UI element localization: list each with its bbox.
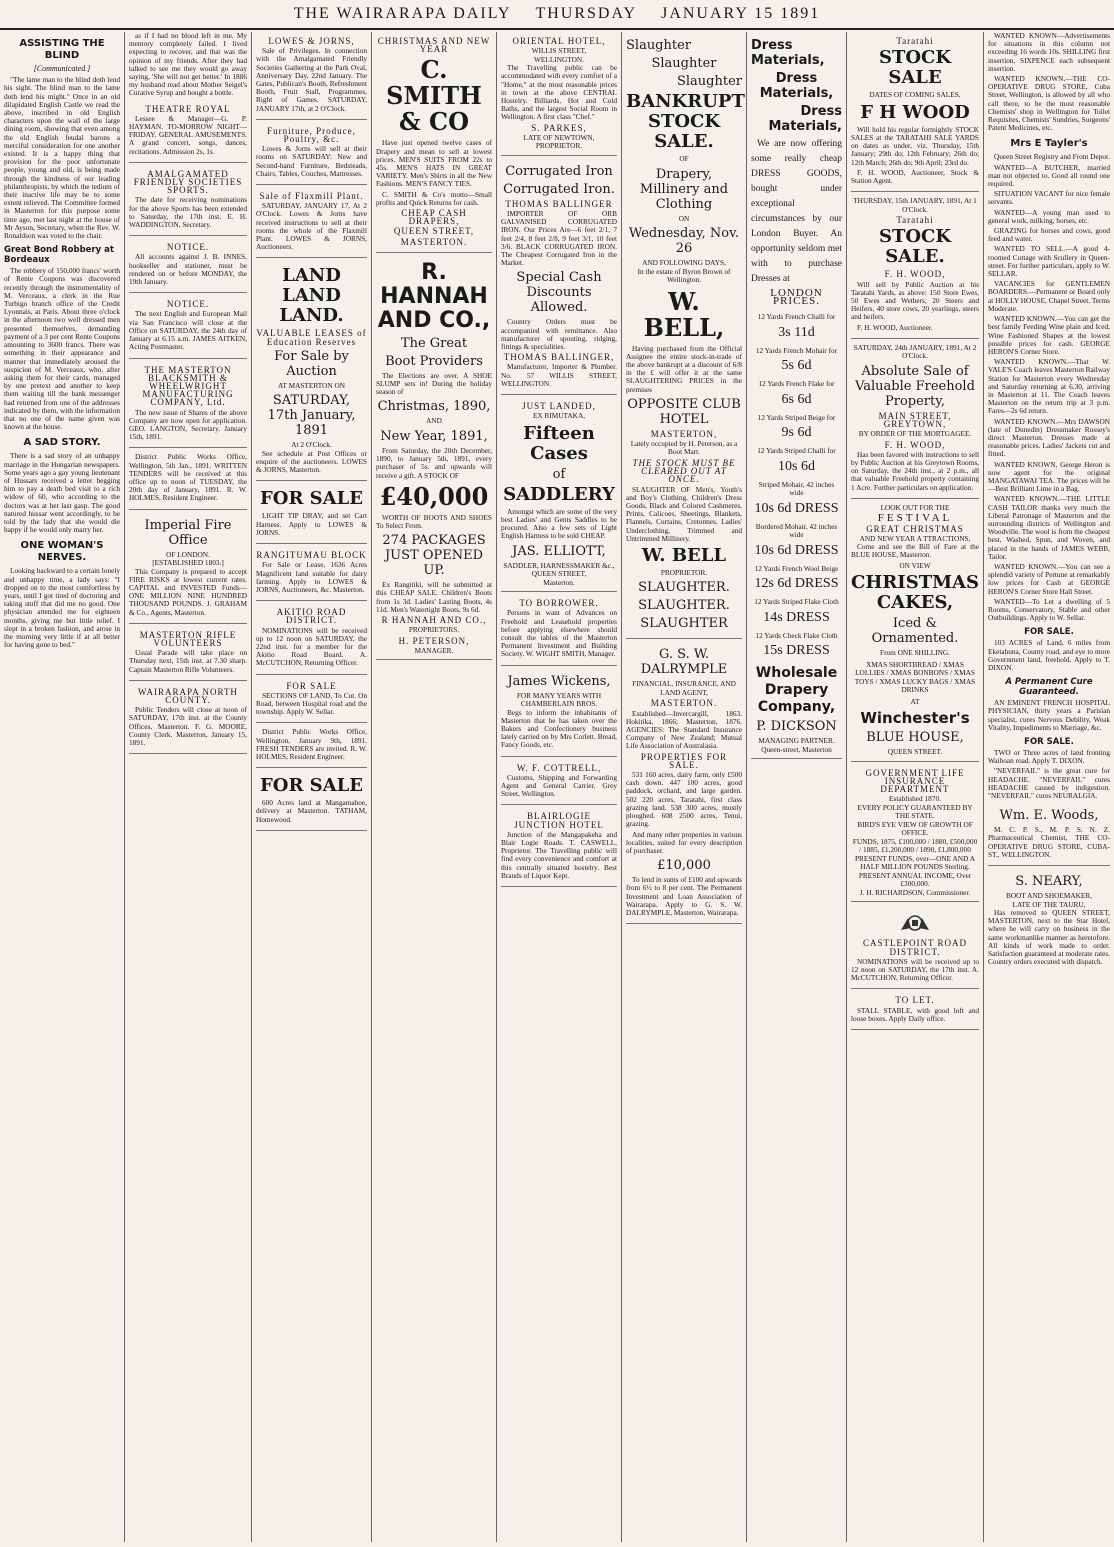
ad-subtitle: OF LONDON. (166, 549, 210, 559)
ad-body: District Public Works Office, Wellington, January 9th, 1891. FRESH TENDERS are invited. R. W. HOLMES, Resident Engineer. (256, 727, 367, 761)
ad-public-works (129, 450, 247, 509)
ad-title-2: SADDLERY (503, 483, 615, 505)
ad-body: NOMINATIONS will be received up to 12 noon on SATURDAY, the 17th inst. A. McCUTCHON, Returning Officer. (851, 956, 979, 983)
ad-discount: Special Cash Discounts Allowed. (516, 270, 602, 316)
column-6 (622, 32, 747, 1542)
ad-imperial-fire (129, 512, 247, 624)
ad-from: From ONE SHILLING. (880, 648, 950, 658)
ad-manager-role: MANAGER. (414, 645, 454, 655)
ad-wm-woods (988, 802, 1110, 866)
ad-at: AT (910, 696, 920, 706)
ad-title: WAIRARAPA NORTH COUNTY. (138, 686, 238, 705)
headline-womans-nerves: ONE WOMAN'S NERVES. (20, 540, 104, 564)
ad-sections-of-land (256, 677, 367, 724)
ad-firm: Winchester's (860, 709, 970, 728)
ad-street: QUEEN STREET. (887, 747, 943, 757)
price-item-label: Striped Mohair, 42 inches wide (758, 479, 835, 498)
ad-saddlery (501, 397, 617, 592)
ad-body-2: From Saturday, the 20th December, 1890, to January 5th, 1891, every purchaser of 5s. and upwards will receive a gift. A STOCK OF (376, 445, 492, 480)
ad-subtitle: DATES OF COMING SALES, (869, 90, 961, 100)
ad-list: XMAS SHORTBREAD / XMAS LOLLIES / XMAS BONBONS / XMAS TOYS / XMAS LUCKY BAGS / XMAS DRINKS (854, 659, 976, 695)
classified-ad: "NEVERFAIL" is the great cure for HEADACHE. "NEVERFAIL" cures HEADACHE caused by indigestion. "NEVERFAIL" cures NEURALGIA. (988, 766, 1110, 801)
ad-body: For Sale or Lease, 1636 Acres Magnificent land suitable for dairy farming. Apply to LOWES & JORNS, Auctioneers, &c. Masterton. (256, 560, 367, 594)
ad-taratahi-sale (851, 194, 979, 339)
classified-title: FOR SALE. (1024, 737, 1074, 748)
ad-body-4: Ex Rangitiki, will be submitted at this CHEAP SALE. Children's Boots from 1s 3d. Ladies' Lasting Boots, 4s 11d. Men's Watertight Boots, 9s 6d. (376, 580, 492, 614)
price-item-label: 12 Yards Striped Challi for (757, 446, 836, 456)
ad-on: ON (678, 213, 690, 223)
ad-proprietor: S. PARKES, (531, 122, 587, 133)
price-item-value: 10s 6d (778, 458, 815, 474)
price-item-value: 9s 6d (781, 425, 812, 441)
ad-friendly-societies (129, 165, 247, 236)
ad-clearance: THE STOCK MUST BE CLEARED OUT AT ONCE. (632, 457, 736, 485)
ad-signature: F. H. WOOD, Auctioneer, Stock & Station Agent. (851, 167, 979, 185)
ad-title: C. SMITH & CO (386, 55, 482, 137)
ad-proprietor-note: LATE OF NEWTOWN, (523, 132, 595, 142)
column-3 (252, 32, 372, 1542)
price-item-value: 10s 6d DRESS (754, 542, 839, 558)
ad-guarantee: EVERY POLICY GUARANTEED BY THE STATE. (857, 802, 973, 821)
ad-commissioner: J. H. RICHARDSON, Commissioner. (859, 887, 971, 897)
ad-rifle-volunteers (129, 626, 247, 681)
article-bond-robbery: The robbery of 150,000 francs' worth of Rente Coupons was discovered recently through the instrumentality of M. Verceaux, a clerk in the Rue Turbigo branch office of the Credit Lyonnais, at Paris. About three o'clock in the afternoon two well dressed men presented themselves, demanding payment of a 3 per cent Rente Coupons amounting to 3600 francs. There was something in their appearance and manner that immediately aroused the suspicion of M. Verceaux, who, after asking them for their cards, managed by one pretext and another to keep them waiting till the bank messenger had returned from one of the addresses indicated by them, with the information that no one of the name given was known at the house. (4, 266, 120, 432)
ad-body: Has removed to QUEEN STREET, MASTERTON, next to the Star Hotel, where he will carry on business in the same workmanlike manner as heretofore. All kinds of work made to order. Satisfaction guaranteed at moderate rates. Country orders executed with dispatch. (988, 908, 1110, 967)
ad-firm: CHEAP CASH DRAPERS, (401, 208, 467, 227)
ad-title: FOR SALE (259, 775, 364, 797)
ad-cottrell (501, 759, 617, 806)
price-item-label: Bordered Mohair, 42 inches wide (755, 521, 838, 540)
ad-title: THE MASTERTON BLACKSMITH & WHEELWRIGHT MANUFACTURING COMPANY, Ltd. (142, 364, 234, 408)
ad-london-prices: LONDON PRICES. (770, 287, 823, 308)
ad-title: G. S. W. DALRYMPLE (640, 647, 728, 678)
ad-title: STOCK SALE (878, 47, 952, 89)
price-item-label: 12 Yards French Flake for (758, 379, 835, 389)
ad-at-line: AT MASTERTON ON (278, 380, 345, 390)
classified-ad: AN EMINENT FRENCH HOSPITAL PHYSICIAN, thirty years a Parisian specialist, cures Nervous Debility, Weak Vitality, Impediments to Marriage, &c. (988, 698, 1110, 732)
ad-attractions: AND NEW YEAR A TTRACTIONS, (859, 533, 971, 543)
ad-and: AND (426, 416, 442, 426)
classified-title: FOR SALE. (1024, 627, 1074, 638)
ad-festival: FESTIVAL (877, 512, 953, 525)
classified-ad: WANTED KNOWN.—You can get the best family Feeding Wine plain and Iced, Wine Fashioned Shapes at the lowest possible prices for cash. GEORGE HERON'S Corner Store. (988, 314, 1110, 356)
ad-town: MASTERTON. (400, 236, 468, 247)
headline-bond-robbery: Great Bond Robbery at Bordeaux (4, 245, 114, 266)
ad-subtitle: VALUABLE LEASES of Education Reserves (256, 328, 367, 347)
ad-body: Amongst which are some of the very best Ladies' and Gents Saddles to be procured. Also a few sets of Light English Harness to be sold CHEAP. (501, 506, 617, 541)
ad-body: Lowes & Jorns will sell at their rooms on SATURDAY: New and Second-hand Furniture, Bedsteads, Chairs, Tables, Couches, Mattresses. (256, 144, 367, 178)
ad-proprietor-role: PROPRIETOR. (535, 141, 583, 151)
article-assisting-blind: "The lame man to the blind doth lend his sight. The blind man to the lame doth lend his might." Once in an old dilapidated English Castle we read the above, inscribed in old English characters upon the wall of the large dining room, showing that even among the old English feudal barons a merciful consideration for one another existed. It is a happy thing that provision for the poor unfortunate people, young and old, is being made through the kindness of our leading philanthropists, by which the tedium of their inactive life may be to some extent relieved. The Committee formed in Masterton for this purpose some time ago, met last night at the house of Mr Ayson, Secretary, when the Rev. W. Ronaldson was voted to the chair. (4, 75, 120, 241)
masthead-title: THE WAIRARAPA DAILY (293, 5, 512, 22)
ad-lately: Lately occupied by H. Peterson, as a Boot Mart. (630, 438, 738, 457)
ad-dalrymple (626, 641, 742, 924)
price-item-label: 12 Yards French Mohair for (755, 345, 838, 355)
ad-body-2: 531 160 acres, dairy farm, only £500 cash down. 447 100 acres, good paddock, orchard, and large garden. 502 220 acres, Taratahi, first class grazing land. 538 300 acres, mostly ploughed. 608 2500 acres, Tenui, grazing. (626, 770, 742, 829)
ad-title: Sale of Flaxmill Plant. (259, 191, 364, 202)
column-9 (984, 32, 1114, 1542)
ad-iced: Iced & Ornamented. (871, 616, 959, 647)
ad-properties: PROPERTIES FOR SALE. (640, 751, 728, 770)
ad-manager: H. PETERSON, (398, 635, 470, 646)
ad-body: STALL STABLE, with good loft and loose boxes. Apply Daily office. (851, 1005, 979, 1023)
ad-body: M. C. P. S., M. P. S. N. Z. Pharmaceutical Chemist, THE CO-OPERATIVE DRUG STORE, CUBA-ST., WELLINGTON. (988, 825, 1110, 859)
ad-land-sale (256, 260, 367, 481)
classified-ad: WANTED—A BUTCHER, married man not objected to. Good all round one required. (988, 162, 1110, 189)
ad-furniture-produce (256, 122, 367, 185)
ad-slaughter-4: SLAUGHTER. (638, 580, 730, 596)
ad-slaughter-6: SLAUGHTER (640, 616, 728, 632)
ad-title: R. HANNAH AND CO., (377, 259, 491, 333)
article-womans-nerves: Looking backward to a certain lonely and unhappy time, a lady says: "I dropped on to the most comfortless by years, until I got tired of doctoring and taking stuff that did me no good. One physician attended me for eighteen months, giving me but little relief. I slept in a broken fashion, and arose in the morning very little if at all better for having gone to bed." (4, 566, 120, 650)
classified-ad: TWO or Three acres of land fronting Waihoan road. Apply T. DIXON. (988, 748, 1110, 766)
ad-to-borrower (501, 594, 617, 665)
classified-ad: WANTED KNOWN, George Heron is now agent for the original MANGATAWAI TEA. The prices will be—Best Brilliant Lime in a Bag. (988, 459, 1110, 494)
classified-ad: WANTED KNOWN.—Mrs DAWSON (late of Dunedin) Dressmaker Rossey's direct Masterton. Dresses made at reasonable prices. Ladies' Jackets cut and fitted. (988, 416, 1110, 459)
ad-auctioneer: F. H. WOOD, (884, 269, 946, 280)
ad-body: Persons in want of Advances on Freehold and Leasehold properties before applying elsewhere should consult the tables of the Masterton Permanent Investment and Building Society. W. WIGHT SMITH, Manager. (501, 608, 617, 659)
ad-r-hannah (376, 255, 492, 661)
ad-signature: F. H. WOOD, Auctioneer. (857, 322, 933, 332)
ad-location: MAIN STREET, GREYTOWN, (878, 410, 952, 429)
price-item-value: 6s 6d (781, 391, 812, 407)
ad-town: Masterton. (543, 577, 575, 587)
ad-title: THEATRE ROYAL (145, 103, 231, 114)
ad-title: TO LET. (895, 995, 935, 1006)
ad-s-neary (988, 868, 1110, 972)
ad-bankrupt-stock (626, 32, 745, 639)
ad-street: QUEEN STREET, (531, 569, 587, 579)
classified-ad: WANTED TO SELL.—A good 4-roomed Cottage with Scullery in Queen-street. For further particulars, apply to W. SELLAR. (988, 244, 1110, 279)
ad-notice-innes (129, 238, 247, 293)
ad-slaughter-1: Slaughter (626, 38, 692, 53)
ad-c-smith (376, 32, 492, 253)
classified-title: Mrs E Tayler's (1010, 138, 1088, 150)
column-5 (497, 32, 622, 1542)
ad-body: SATURDAY, JANUARY 17, At 2 O'Clock. Lowes & Jorns have received instructions to sell at their rooms the whole of the Flaxmill Plant. LOWES & JORNS, Auctioneers. (256, 201, 367, 252)
ad-title: Imperial Fire Office (144, 517, 232, 548)
crest-icon (898, 910, 932, 936)
article-continuation: as if I had no blood left in me. My memory completely failed. I lived expecting to recover, and that was the opinion of my friends. After they had talked to see me they would go away saying, 'She will not get better.' In 1886 my husband read about Mother Seigel's Curative Syrup and bought a bottle. (129, 32, 247, 98)
ad-growth: BIRD'S EYE VIEW OF GROWTH OF OFFICE. (857, 819, 973, 838)
ad-winchester-festival (851, 501, 979, 762)
ad-of: of (552, 466, 566, 482)
price-item-label: 12 Yards Check Flake Cloth (755, 630, 838, 640)
column-8 (847, 32, 984, 1542)
price-item-value: 5s 6d (781, 358, 812, 374)
ad-taratahi-dates (851, 32, 979, 192)
classified-ad: WANTED—A young man used to general work, milking, horses, etc. (988, 207, 1110, 225)
ad-annual: PRESENT ANNUAL INCOME, Over £300,000. (858, 870, 972, 889)
column-1 (0, 32, 125, 1542)
ad-slaughter-5: SLAUGHTER. (638, 598, 730, 614)
ad-title: S. NEARY, (1015, 874, 1083, 890)
communicated-note: [Communicated.] (33, 64, 91, 73)
ad-firm: THOMAS BALLINGER (505, 198, 613, 209)
ad-established: Established 1870. (889, 794, 941, 804)
ad-auctioneer: F H WOOD (860, 101, 970, 123)
ad-title: Absolute Sale of Valuable Freehold Property, (855, 363, 975, 409)
ad-title: NOTICE. (166, 299, 210, 310)
ad-akitio (256, 603, 367, 674)
ad-firm: W. BELL, (643, 286, 725, 342)
ad-body: Will sell by Public Auction at his Taratahi Yards, as above: 150 Store Ewes, 50 Ewes and Wethers, 20 Steers and Heifers, 40 store cows, 20 yearlings, steers and heifers. (851, 279, 979, 322)
ad-body: The new issue of Shares of the above Company are now open for application. GEO. LANGTON, Secretary. January 15th, 1891. (129, 407, 247, 442)
ad-body: Established—Invercargill, 1863. Hokitika, 1866; Masterton, 1876. AGENCIES: The Standard Insurance Company of New Zealand; Mutual Life Association of Australasia. (626, 708, 742, 751)
price-item-label: 12 Yards Striped Beige for (757, 412, 836, 422)
ad-body: Lessee & Manager—G. P. HAYMAN. TO-MORROW NIGHT—FRIDAY. GENERAL AMUSEMENTS. A grand concert, songs, dances, recitations. Admission 2s, 1s. (129, 113, 247, 156)
classified-ad: Queen Street Registry and Front Depot. (994, 152, 1110, 162)
ad-body: Usual Parade will take place on Thursday next, 15th inst. at 7.30 sharp. Captain Masterton Rifle Volunteers. (129, 648, 247, 674)
ad-funds: FUNDS, 1875, £100,000 / 1880, £500,000 / 1885, £1,200,000 / 1890, £1,800,000 (852, 836, 978, 855)
ad-estate: In the estate of Byron Brown of Wellington. (637, 266, 731, 284)
ad-dress-materials (751, 32, 842, 759)
ad-title: GOVERNMENT LIFE INSURANCE DEPARTMENT (865, 767, 965, 795)
ad-blairlogie (501, 807, 617, 887)
ad-body: Come and see the Bill of Fare at the BLUE HOUSE, Masterton. (851, 542, 979, 560)
ad-body: District Public Works Office, Wellington, 5th Jan., 1891. WRITTEN TENDERS will be received at this office up to noon of TUESDAY, the 20th day of January, 1891. R. W. HOLMES, Resident Engineer. (129, 452, 247, 503)
ad-kicker: LOOK OUT FOR THE (880, 502, 950, 512)
ad-title: FOR SALE (286, 680, 337, 691)
ad-trade: SADDLER, HARNESSMAKER &c., (503, 560, 615, 570)
price-item-value: 12s 6d DRESS (754, 576, 839, 592)
ad-body: All accounts against J. B. INNES, bookseller and stationer, must be rendered on or before MONDAY, the 19th January. (129, 252, 247, 287)
ad-title: BLAIRLOGIE JUNCTION HOTEL (514, 811, 604, 830)
ad-title: W. F. COTTRELL, (516, 762, 602, 773)
ad-title: RANGITUMAU BLOCK (256, 550, 367, 561)
classified-ad: GRAZING for horses and cows, good feed and water. (988, 226, 1110, 244)
price-item-value: 14s DRESS (763, 609, 830, 625)
headline-sad-story: A SAD STORY. (23, 437, 101, 449)
ad-james-wickens (501, 668, 617, 757)
ad-body-3: Manufacturer, Importer & Plumber. No. 57 WILLIS STREET, WELLINGTON. (501, 362, 617, 388)
ad-for-sale-dray (256, 483, 367, 544)
ad-following: AND FOLLOWING DAYS, (642, 258, 726, 267)
masthead (0, 0, 1114, 30)
ad-title: CASTLEPOINT ROAD DISTRICT. (862, 938, 968, 957)
ad-title: Furniture, Produce, Poultry, &c. (267, 125, 356, 145)
ad-body: LIGHT TIP DRAY, and set Cart Harness. Apply to LOWES & JORNS. (256, 511, 367, 537)
ad-body: Begs to inform the inhabitants of Masterton that he has taken over the Bakers and Confectionery business lately carried on by Mrs Corlett. Bread, Fancy Goods, etc. (501, 707, 617, 750)
ad-body-2: Country Orders must be accompanied with remittance. Also manufacturer of spouting, ridging, fittings & specialities. (501, 317, 617, 352)
price-item-label: 12 Yards French Wool Beige (754, 563, 839, 573)
ad-corrugated-iron (501, 158, 617, 395)
ad-for-sale-acres (256, 770, 367, 831)
ad-body: We are now offering some really cheap DRESS GOODS, bought under exceptional circumstances by our London Buyer. An opportunity seldom met with to purchase Dresses at (751, 139, 842, 284)
ad-title: STOCK SALE. (878, 226, 952, 268)
ad-flaxmill-plant (256, 187, 367, 258)
ad-title: CHRISTMAS CAKES, (851, 572, 979, 614)
ad-body: The date for receiving nominations for the above Sports has been extended to Saturday, the 17th inst. E. H. WADDINGTON, Secretary. (129, 195, 247, 230)
ad-slaughter-3: Slaughter (676, 74, 742, 89)
classified-ad: 103 ACRES of Land, 6 miles from Eketahuna, County road, and eye to more Government land, freehold. Apply to T. DIXON. (988, 638, 1110, 673)
ad-body: Having purchased from the Official Assignee the entire stock-in-trade of the above bankrupt at a discount of 6/8 in the £ will offer it at the same SLAUGHTERING PRICES in the premises (626, 343, 742, 394)
ad-title: MASTERTON RIFLE VOLUNTEERS (139, 629, 237, 648)
classified-ad: SITUATION VACANT for nice female servants. (988, 189, 1110, 207)
ad-blacksmith-company (129, 361, 247, 449)
ad-title: Fifteen Cases (523, 422, 595, 464)
column-2 (125, 32, 252, 1542)
ad-ship: EX RIMUTAKA, (532, 411, 586, 421)
ad-body: SECTIONS OF LAND, To Cut. On Road, between Hospital road and the township. Apply W. Sellar. (256, 690, 367, 717)
price-item-value: 10s 6d DRESS (754, 500, 839, 516)
classified-ad: WANTED KNOWN.—That W. VALE'S Coach leaves Masterton Railway Station for Masterton every Wednesday and Saturday returning at 6.30, arriving in Masterton at 11. The Coach leaves Masterton on the return trip at 3 p.m. Fares—2s 6d return. (988, 357, 1110, 416)
ad-on-view: ON VIEW (899, 560, 931, 570)
ad-subtitle: The Great (400, 335, 468, 351)
ad-title-1: Dress Materials, (751, 38, 825, 68)
ad-firm-2: W. BELL (641, 544, 727, 566)
ad-town: MASTERTON. (650, 698, 718, 709)
ad-body: This Company is prepared to accept FIRE RISKS at lowest current rates. CAPITAL and INVESTED Funds—ONE MILLION NINE HUNDRED THOUSAND POUNDS. J. GRAHAM & Co., Agents, Masterton. (129, 566, 247, 617)
ad-of: OF (679, 154, 689, 163)
masthead-date: JANUARY 15 1891 (661, 5, 821, 22)
ad-sale-of-privileges (256, 32, 367, 120)
ad-title: AMALGAMATED FRIENDLY SOCIETIES SPORTS. (133, 168, 243, 196)
ad-town: MASTERTON, (650, 428, 718, 439)
ad-oriental-hotel (501, 32, 617, 156)
ad-income: PRESENT FUNDS, over—ONE AND A HALF MILLION POUNDS Sterling. (854, 853, 976, 872)
ad-title-3: Dress Materials, (768, 104, 842, 134)
ad-body-3: And many other properties in various localities, suited for every description of purchaser. (626, 829, 742, 855)
ad-body: Will hold his regular fortnightly STOCK SALES at the TARATAHI SALE YARDS on dates as under, viz. Thursday, 15th January; 29th do; 12th February; 26th do; 12th March; 26th do; 9th April; 23rd do. (851, 124, 979, 167)
ad-manager-role: MANAGING PARTNER. (758, 736, 835, 746)
ad-kicker: JUST LANDED, (522, 401, 596, 412)
ad-signature: R HANNAH AND CO., (381, 614, 487, 625)
classified-ad: WANTED KNOWN—Advertisements for situations in this column not exceeding 16 words 10s. SHILLING first insertion, SIXPENCE each subsequent insertion. (988, 32, 1110, 73)
ad-body: 600 Acres land at Mangamahoe, delivery at Masterton. TATHAM, Homewood. (256, 798, 367, 824)
ad-body: Sale of Privileges. In connection with the Amalgamated Friendly Societies Gathering at the Park Oval, Anniversary Day, 22nd January. The Gates, Publican's Booth, Refreshment Booth, Fruit Stall, Programmes, Right of Games. SATURDAY, JANUARY 17th, at 2 O'Clock. (256, 46, 367, 113)
ad-kicker: CHRISTMAS AND NEW YEAR (377, 36, 491, 55)
ad-title-2: Corrugated Iron. (503, 181, 615, 197)
ad-theatre-royal (129, 100, 247, 163)
ad-manager: P. DICKSON (756, 719, 837, 735)
price-item-value: 3s 11d (778, 324, 815, 340)
ad-to-let (851, 991, 979, 1030)
ad-title: LAND LAND LAND. (279, 265, 344, 327)
ad-body: Have just opened twelve cases of Drapery and mean to sell at lowest prices. MEN'S SUITS FROM 22s to 45s. MEN'S HATS IN GREAT VARIETY. Men's Shirts in all the New Fashions. MEN'S FANCY TIES. (376, 138, 492, 189)
ad-order: BY ORDER OF THE MORTGAGEE. (858, 429, 972, 439)
headline-assisting-blind: ASSISTING THE BLIND (19, 38, 105, 61)
ad-subtitle: FOR MANY YEARS WITH CHAMBERLAIN BROS. (516, 690, 602, 709)
ad-firm-2: BLUE HOUSE, (866, 730, 964, 746)
ad-government-life (851, 764, 979, 903)
ad-street: QUEEN STREET, (393, 226, 475, 237)
ad-subtitle-2: Boot Providers (385, 353, 483, 369)
ad-lend-amount: £10,000 (657, 858, 711, 874)
ad-title: Wm. E. Woods, (999, 808, 1099, 824)
ad-title: BANKRUPT STOCK SALE. (626, 91, 745, 152)
ad-title: AKITIO ROAD DISTRICT. (276, 607, 347, 626)
ad-title-2: Dress Materials, (759, 71, 834, 101)
article-sad-story: There is a sad story of an unhappy marriage in the Hungarian newspapers. Some years ago a gay young lieutenant of Hussars received a letter begging him to pay a death bed visit to a rich widow of 60, who according to the doctors was at her last gasp. The good natured hussar went accordingly, to be told by the lady that she would die happy if he would only marry her. (4, 451, 120, 535)
ad-christmas: Christmas, 1890, (377, 399, 491, 415)
ad-slaughter-2: Slaughter (651, 56, 717, 71)
ad-body-2: SLAUGHTER OF Men's, Youth's and Boy's Clothing, Children's Dress Goods, Black and Colored Cashmeres, Prints, Calicoes, Sheetings, Blankets, Flannels, Curtains, Cretonnes, Ladies' Underclothing, Trimmed and Untrimmed Millinery. (626, 484, 742, 543)
ad-stock-value: £40,000 (379, 481, 489, 511)
ad-great: GREAT CHRISTMAS (866, 523, 964, 534)
ad-date: SATURDAY, 24th JANUARY, 1891, At 2 O'Clock. (853, 342, 977, 361)
ad-sale-line: For Sale by Auction (274, 348, 349, 379)
ad-goods: Drapery, Millinery and Clothing (639, 166, 729, 212)
classified-ad: WANTED KNOWN.—THE CO-OPERATIVE DRUG STORE, Cuba Street, Wellington, is allowed by all who call there, to be the most reasonable Chemists' shop in Wellington for Toilet Requisites, Chemists' Sundries, Surgeons' Patent Medicines, etc. (988, 74, 1110, 133)
ad-body: Customs, Shipping and Forwarding Agent and General Carrier. Grey Street, Wellington. (501, 772, 617, 799)
ad-title: Corrugated Iron (505, 163, 613, 179)
ad-notice-mail (129, 295, 247, 358)
ad-body: The next English and European Mail via San Francisco will close at the Office on SATURDAY, the 24th day of January at 6.15 a.m. JAMES AITKEN, Acting Postmaster. (129, 309, 247, 352)
ad-sale-date: SATURDAY, 17th January, 1891 (267, 393, 356, 439)
ad-new-year: New Year, 1891, (380, 428, 488, 444)
ad-body-3: WORTH OF BOOTS AND SHOES To Select From. (376, 512, 492, 530)
ad-body: Public Tenders will close at noon of SATURDAY, 17th inst. at the County Offices, Masterton. F. G. MOORE, County Clerk. Masterton, January 15, 1891. (129, 705, 247, 747)
ad-kicker: Taratahi (896, 36, 934, 46)
ad-proprietor: PROPRIETOR. (660, 567, 708, 577)
ad-firm: JAS. ELLIOTT, (512, 543, 606, 559)
price-item-label: 12 Yards Striped Flake Cloth (754, 597, 839, 607)
ad-body: See schedule at Post Offices or enquire of the auctioneers. LOWES & JORNS, Masterton. (256, 448, 367, 475)
ad-motto: C. SMITH & Co's motto—Small profits and Quick Returns for cash. (376, 189, 492, 207)
classified-ad: WANTED KNOWN.—You can see a splendid variety of Pertune at remarkably low prices for Cash at GEORGE HERON'S Corner Store Hall Street. (988, 561, 1110, 596)
ad-castlepoint (851, 904, 979, 989)
price-item-value: 15s DRESS (763, 643, 830, 659)
ad-freehold-greytown (851, 341, 979, 499)
ad-address: Queen-street, Masterton (761, 744, 832, 754)
ad-north-county (129, 683, 247, 754)
ad-body: The Elections are over. A SHOE SLUMP sets in! During the holiday season of (376, 370, 492, 397)
ad-packages: 274 PACKAGES JUST OPENED UP. (382, 533, 486, 579)
ad-location: OPPOSITE CLUB HOTEL (627, 396, 741, 427)
ad-rangitumau (256, 546, 367, 601)
ad-street: WILLIS STREET, (531, 46, 587, 56)
price-item-label: 12 Yards French Challi for (757, 312, 836, 322)
ad-fresh-tenders (256, 725, 367, 768)
ad-body: NOMINATIONS will be received up to 12 noon on SATURDAY, the 22nd inst. for a member for the Akitio Road Board. A. McCUTCHON, Returning Officer. (256, 625, 367, 668)
ad-trade: BOOT AND SHOEMAKER, (1005, 891, 1093, 901)
ad-established: [ESTABLISHED 1803.] (152, 558, 224, 568)
ad-title: TO BORROWER. (519, 598, 599, 609)
masthead-day: THURSDAY (535, 5, 638, 22)
classified-ad: WANTED—To Let a dwelling of 5 Rooms, Conservatory, Stable and other Outbuildings. Apply to W. Sellar. (988, 596, 1110, 623)
ad-subtitle: FINANCIAL, INSURANCE, AND LAND AGENT, (632, 679, 736, 697)
ad-date: Wednesday, Nov. 26 (628, 226, 740, 256)
ad-title: LOWES & JORNS, (268, 36, 355, 46)
classified-title: A Permanent Cure Guaranteed. (1005, 677, 1093, 698)
ad-title: FOR SALE (259, 488, 364, 510)
ad-kicker: Taratahi (896, 215, 934, 226)
ad-signature-role: PROPRIETORS. (408, 625, 460, 635)
classified-ad: VACANCIES for GENTLEMEN BOARDERS.—Permanent or Board only at HOLLY HOUSE, Chapel Street. Terms Moderate. (988, 279, 1110, 313)
ad-title: ORIENTAL HOTEL, (512, 36, 606, 46)
ad-body: Junction of the Mangapakeha and Blair Logie Roads. T. CASWELL, Proprietor. The Travelling public will find every convenience and comfort at this centrally situated hostelry. Best Brands of Liquor Kept. (501, 829, 617, 880)
ad-firm-2: THOMAS BALLINGER, (503, 352, 615, 363)
ad-firm: Wholesale Drapery Company, (755, 665, 838, 716)
classified-ad: WANTED KNOWN.—THE LITTLE CASH TAILOR thanks very much the Liberal Patronage of Masterton and the surrounding districts of Wellington and Woodville. The wool is from the cheapest best, Washed, Spun, and Woven, and placed in the hands of JAMES WEBB, Tailor. (988, 494, 1110, 561)
ad-body: Has been favored with instructions to sell by Public Auction at his Greytown Rooms, on Saturday, the 24th inst., at 2 p.m., all that valuable Freehold property containing 1 Acre. Further particulars on application. (851, 449, 979, 492)
ad-body: The Travelling public can be accommodated with every comfort of a "Home," at the most reasonable prices in town at the above CENTRAL Hostelry. Billiards, Hot and Cold Baths, and the largest Social Room in Wellington. A first class "Chef." (501, 63, 617, 122)
ad-date: THURSDAY, 15th JANUARY, 1891, At 1 O'Clock. (853, 196, 977, 214)
column-7 (747, 32, 847, 1542)
ad-time: At 2 O'Clock. (291, 440, 332, 450)
ad-body: IMPORTER OF ORB GALVANISED CORRUGATED IRON. Our Prices Are—6 feet 2/1, 7 feet 2/4, 8 feet 2/8, 9 feet 3/1, 10 feet 3/6. BLACK CORRUGATED IRON. The Cheapest Corrugated Iron in the Market. (501, 209, 617, 268)
column-4 (372, 32, 497, 1542)
ad-late: LATE OF THE TAURU, (1012, 899, 1086, 909)
ad-body-4: To lend in sums of £100 and upwards from 6½ to 8 per cent. The Permanent Investment and Loan Association of Wairarapa. Apply to G. S. W. DALRYMPLE, Masterton, Wairarapa. (626, 875, 742, 917)
ad-auctioneer: F. H. WOOD, (884, 439, 946, 450)
ad-town: WELLINGTON. (534, 54, 584, 64)
ad-title: NOTICE. (166, 242, 210, 253)
ad-title: James Wickens, (507, 673, 611, 689)
